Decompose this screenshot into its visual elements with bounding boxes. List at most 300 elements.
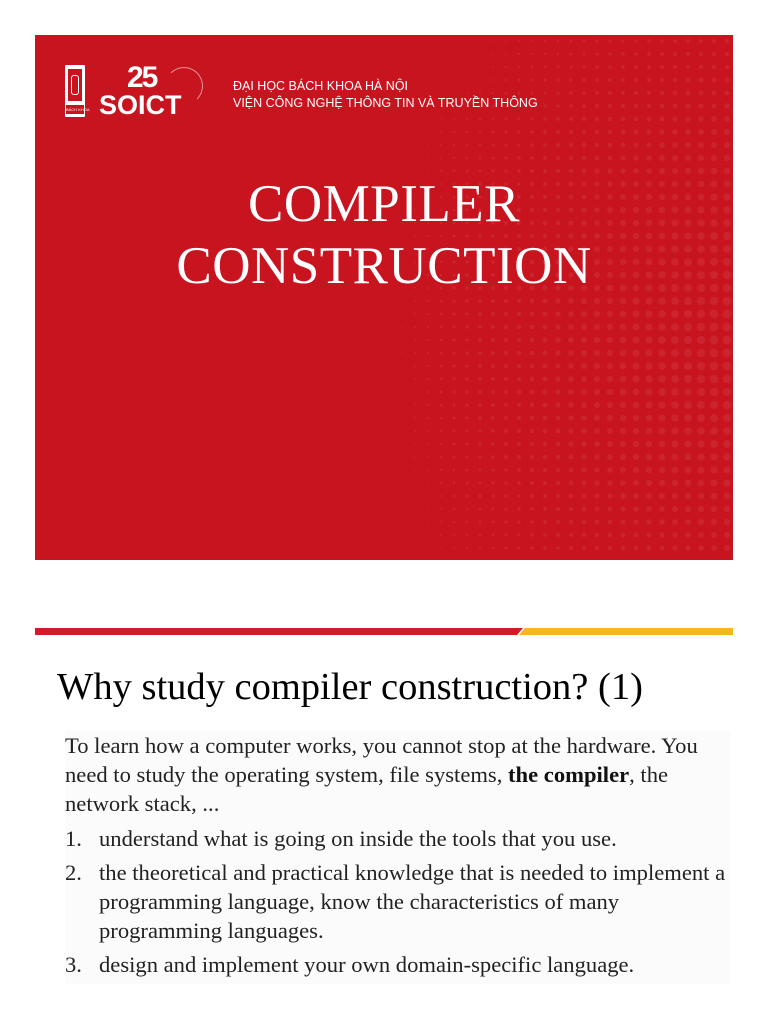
halftone-dot [672, 545, 677, 550]
halftone-dot [620, 480, 626, 486]
halftone-dot [686, 65, 690, 69]
halftone-dot [620, 324, 627, 331]
halftone-dot [452, 377, 455, 380]
halftone-dot [633, 155, 638, 160]
halftone-dot [466, 469, 469, 472]
halftone-dot [427, 521, 428, 522]
halftone-dot [594, 298, 600, 304]
halftone-dot [414, 508, 415, 509]
halftone-dot [544, 66, 547, 69]
halftone-dot [659, 506, 665, 512]
halftone-dot [479, 157, 482, 160]
halftone-dot [621, 52, 624, 55]
halftone-dot [505, 53, 507, 55]
halftone-dot [556, 520, 560, 524]
halftone-dot [684, 349, 692, 357]
halftone-dot [543, 429, 548, 434]
institute-name: VIỆN CÔNG NGHỆ THÔNG TIN VÀ TRUYỀN THÔNG [233, 96, 538, 110]
halftone-dot [621, 91, 625, 95]
halftone-dot [582, 130, 586, 134]
halftone-dot [685, 467, 692, 474]
halftone-dot [440, 131, 442, 133]
halftone-dot [530, 494, 534, 498]
halftone-dot [686, 52, 690, 56]
halftone-dot [697, 336, 705, 344]
list-item-number: 1. [65, 826, 82, 851]
halftone-dot [697, 427, 705, 435]
halftone-dot [517, 442, 521, 446]
halftone-dot [569, 91, 572, 94]
halftone-dot [581, 454, 586, 459]
halftone-dot [672, 467, 679, 474]
halftone-dot [530, 416, 535, 421]
halftone-dot [491, 325, 495, 329]
halftone-dot [555, 363, 560, 368]
halftone-dot [673, 78, 677, 82]
halftone-dot [697, 414, 705, 422]
intro-emphasis: the compiler [508, 762, 630, 787]
halftone-dot [401, 430, 402, 431]
halftone-dot [711, 519, 717, 525]
halftone-dot [582, 507, 587, 512]
halftone-dot [492, 534, 495, 537]
halftone-dot [517, 481, 521, 485]
halftone-dot [645, 297, 652, 304]
halftone-dot [465, 299, 468, 302]
halftone-dot [491, 416, 495, 420]
halftone-dot [660, 52, 664, 56]
halftone-dot [620, 337, 627, 344]
halftone-dot [671, 375, 679, 383]
halftone-dot [658, 297, 666, 305]
halftone-dot [556, 117, 560, 121]
halftone-dot [698, 519, 704, 525]
halftone-dot [491, 377, 495, 381]
halftone-dot [543, 156, 547, 160]
halftone-dot [542, 311, 547, 316]
halftone-dot [646, 402, 653, 409]
halftone-dot [582, 494, 587, 499]
halftone-dot [685, 519, 691, 525]
title-slide [35, 35, 733, 560]
halftone-dot [645, 323, 652, 330]
halftone-dot [595, 143, 600, 148]
halftone-dot [646, 467, 652, 473]
halftone-dot [530, 312, 535, 317]
halftone-dot [620, 428, 626, 434]
halftone-dot [671, 414, 678, 421]
halftone-dot [684, 427, 691, 434]
halftone-dot [710, 297, 719, 306]
reasons-list [65, 824, 730, 979]
halftone-dot [620, 363, 627, 370]
halftone-dot [452, 338, 455, 341]
halftone-dot [659, 519, 665, 525]
halftone-dot [504, 156, 507, 159]
halftone-dot [478, 377, 482, 381]
halftone-dot [724, 90, 729, 95]
halftone-dot [685, 506, 691, 512]
halftone-dot [711, 155, 717, 161]
halftone-dot [581, 441, 586, 446]
halftone-dot [710, 310, 719, 319]
halftone-dot [582, 156, 587, 161]
halftone-dot [517, 494, 521, 498]
intro-paragraph [65, 731, 730, 818]
halftone-dot [659, 441, 666, 448]
halftone-dot [620, 389, 627, 396]
halftone-dot [427, 430, 429, 432]
halftone-dot [530, 143, 534, 147]
halftone-dot [658, 401, 665, 408]
halftone-dot [491, 442, 495, 446]
halftone-dot [595, 156, 600, 161]
halftone-dot [427, 482, 429, 484]
halftone-dot [685, 155, 691, 161]
halftone-dot [427, 339, 429, 341]
halftone-dot [530, 442, 534, 446]
halftone-dot [595, 546, 599, 550]
halftone-dot [414, 365, 416, 367]
halftone-dot [723, 401, 731, 409]
halftone-dot [673, 52, 677, 56]
halftone-dot [570, 53, 573, 56]
halftone-dot [517, 338, 522, 343]
halftone-dot [697, 401, 705, 409]
halftone-dot [440, 417, 443, 420]
halftone-dot [504, 455, 508, 459]
halftone-dot [684, 401, 692, 409]
halftone-dot [453, 417, 456, 420]
halftone-dot [646, 519, 651, 524]
halftone-dot [684, 323, 692, 331]
halftone-dot [466, 521, 468, 523]
halftone-dot [595, 65, 598, 68]
halftone-dot [634, 39, 637, 42]
halftone-dot [543, 442, 548, 447]
halftone-dot [672, 480, 678, 486]
halftone-dot [659, 532, 664, 537]
halftone-dot [685, 116, 690, 121]
halftone-dot [414, 404, 416, 406]
halftone-dot [595, 520, 600, 525]
halftone-dot [414, 300, 416, 302]
halftone-dot [698, 116, 703, 121]
halftone-dot [543, 117, 546, 120]
halftone-dot [671, 297, 679, 305]
halftone-dot [517, 429, 521, 433]
halftone-dot [491, 455, 495, 459]
halftone-dot [594, 480, 599, 485]
halftone-dot [634, 117, 639, 122]
halftone-dot [671, 401, 678, 408]
halftone-dot [607, 480, 612, 485]
halftone-dot [479, 131, 482, 134]
halftone-dot [542, 337, 547, 342]
halftone-dot [672, 519, 678, 525]
halftone-dot [401, 391, 402, 392]
halftone-dot [724, 545, 730, 551]
intro-text-end: , the network stack, ... [65, 762, 669, 816]
halftone-dot [466, 53, 467, 54]
halftone-dot [724, 129, 730, 135]
halftone-dot [620, 350, 627, 357]
halftone-dot [569, 65, 572, 68]
list-item-number: 3. [65, 952, 82, 977]
halftone-dot [658, 349, 666, 357]
halftone-dot [504, 520, 507, 523]
halftone-dot [659, 493, 665, 499]
halftone-dot [568, 311, 574, 317]
halftone-dot [478, 312, 482, 316]
halftone-dot [465, 364, 468, 367]
halftone-dot [697, 453, 704, 460]
halftone-dot [401, 300, 402, 301]
halftone-dot [401, 404, 402, 405]
halftone-dot [724, 480, 731, 487]
halftone-dot [698, 480, 705, 487]
halftone-dot [658, 414, 665, 421]
halftone-dot [658, 375, 665, 382]
halftone-dot [478, 299, 482, 303]
halftone-dot [504, 143, 507, 146]
halftone-dot [440, 469, 442, 471]
halftone-dot [711, 545, 717, 551]
halftone-dot [427, 170, 429, 172]
halftone-dot [621, 78, 625, 82]
halftone-dot [517, 312, 522, 317]
halftone-dot [414, 417, 416, 419]
halftone-dot [594, 467, 599, 472]
halftone-dot [427, 547, 428, 548]
halftone-dot [517, 546, 520, 549]
halftone-dot [491, 351, 495, 355]
halftone-dot [646, 480, 652, 486]
halftone-dot [401, 443, 402, 444]
halftone-dot [440, 521, 442, 523]
halftone-dot [646, 441, 653, 448]
halftone-dot [542, 298, 547, 303]
halftone-dot [594, 454, 600, 460]
halftone-dot [504, 325, 508, 329]
list-item-text: understand what is going on inside the tools that you use. [99, 826, 617, 851]
halftone-dot [724, 103, 729, 108]
halftone-dot [723, 414, 731, 422]
halftone-dot [491, 468, 494, 471]
halftone-dot [595, 533, 599, 537]
halftone-dot [594, 415, 600, 421]
halftone-dot [621, 546, 626, 551]
halftone-dot [671, 323, 679, 331]
halftone-dot [530, 507, 534, 511]
halftone-dot [659, 428, 666, 435]
halftone-dot [699, 91, 704, 96]
halftone-dot [530, 377, 535, 382]
halftone-dot [633, 493, 639, 499]
halftone-dot [634, 78, 638, 82]
halftone-dot [414, 391, 416, 393]
halftone-dot [633, 142, 638, 147]
halftone-dot [479, 144, 482, 147]
halftone-dot [530, 364, 535, 369]
halftone-dot [608, 546, 612, 550]
halftone-dot [660, 39, 664, 43]
halftone-dot [710, 414, 718, 422]
halftone-dot [672, 493, 678, 499]
halftone-dot [556, 455, 561, 460]
halftone-dot [453, 482, 456, 485]
halftone-dot [478, 442, 481, 445]
halftone-dot [569, 481, 574, 486]
halftone-dot [581, 415, 587, 421]
halftone-dot [505, 40, 507, 42]
halftone-dot [581, 350, 587, 356]
halftone-dot [440, 534, 442, 536]
halftone-dot [530, 156, 534, 160]
halftone-dot [530, 403, 535, 408]
halftone-dot [466, 495, 469, 498]
halftone-dot [543, 416, 548, 421]
soict-wordmark: SOICT [99, 90, 182, 120]
halftone-dot [504, 429, 508, 433]
halftone-dot [594, 324, 600, 330]
halftone-dot [568, 363, 574, 369]
halftone-dot [414, 482, 415, 483]
halftone-dot [440, 313, 443, 316]
halftone-dot [543, 104, 546, 107]
halftone-dot [465, 403, 468, 406]
halftone-dot [582, 520, 586, 524]
halftone-dot [453, 443, 456, 446]
halftone-dot [634, 65, 638, 69]
halftone-dot [621, 130, 626, 135]
halftone-dot [659, 142, 665, 148]
halftone-dot [517, 520, 520, 523]
halftone-dot [632, 336, 639, 343]
halftone-dot [710, 440, 718, 448]
halftone-dot [569, 78, 572, 81]
halftone-dot [427, 365, 429, 367]
halftone-dot [414, 469, 415, 470]
halftone-dot [608, 52, 611, 55]
halftone-dot [427, 352, 429, 354]
halftone-dot [478, 416, 482, 420]
halftone-dot [504, 338, 508, 342]
halftone-dot [595, 117, 599, 121]
halftone-dot [711, 90, 716, 95]
halftone-dot [672, 506, 678, 512]
halftone-dot [633, 298, 640, 305]
halftone-dot [684, 375, 692, 383]
halftone-dot [633, 441, 639, 447]
halftone-dot [453, 131, 455, 133]
halftone-dot [633, 415, 640, 422]
halftone-dot [568, 324, 574, 330]
halftone-dot [530, 520, 534, 524]
halftone-dot [699, 52, 703, 56]
halftone-dot [646, 142, 651, 147]
halftone-dot [684, 297, 692, 305]
halftone-dot [620, 311, 627, 318]
halftone-dot [659, 480, 665, 486]
halftone-dot [710, 375, 718, 383]
halftone-dot [582, 91, 586, 95]
halftone-dot [723, 349, 732, 358]
halftone-dot [725, 78, 730, 83]
halftone-dot [658, 362, 666, 370]
halftone-dot [505, 131, 508, 134]
deck-title-line-2: CONSTRUCTION [176, 237, 592, 295]
halftone-dot [504, 377, 508, 381]
halftone-dot [647, 65, 651, 69]
halftone-dot [492, 547, 495, 550]
halftone-dot [594, 376, 600, 382]
halftone-dot [711, 506, 717, 512]
halftone-dot [607, 428, 613, 434]
halftone-dot [479, 53, 481, 55]
halftone-dot [440, 326, 443, 329]
halftone-dot [633, 454, 639, 460]
halftone-dot [505, 547, 508, 550]
halftone-dot [530, 481, 534, 485]
halftone-dot [620, 402, 627, 409]
halftone-dot [555, 337, 560, 342]
halftone-dot [659, 155, 665, 161]
halftone-dot [594, 402, 600, 408]
halftone-dot [555, 389, 560, 394]
organization-name [233, 78, 538, 112]
halftone-dot [557, 53, 560, 56]
halftone-dot [673, 91, 678, 96]
halftone-dot [518, 53, 520, 55]
halftone-dot [685, 545, 690, 550]
list-item-text: design and implement your own domain-specific language. [99, 952, 635, 977]
halftone-dot [723, 388, 732, 397]
halftone-dot [710, 336, 719, 345]
halftone-dot [607, 376, 613, 382]
halftone-dot [684, 336, 692, 344]
halftone-dot [608, 65, 612, 69]
halftone-dot [647, 546, 652, 551]
halftone-dot [620, 454, 626, 460]
halftone-dot [621, 143, 626, 148]
halftone-dot [427, 456, 429, 458]
halftone-dot [568, 298, 574, 304]
halftone-dot [555, 415, 560, 420]
halftone-dot [492, 53, 494, 55]
halftone-dot [582, 546, 586, 550]
halftone-dot [581, 311, 587, 317]
halftone-dot [621, 65, 625, 69]
halftone-dot [582, 117, 586, 121]
halftone-dot [531, 53, 533, 55]
halftone-dot [530, 455, 534, 459]
halftone-dot [723, 336, 732, 345]
halftone-dot [414, 170, 415, 171]
halftone-dot [671, 349, 679, 357]
halftone-dot [517, 299, 522, 304]
halftone-dot [492, 40, 494, 42]
halftone-dot [723, 323, 732, 332]
halftone-dot [672, 129, 677, 134]
halftone-dot [479, 495, 482, 498]
halftone-dot [453, 430, 456, 433]
halftone-dot [414, 378, 416, 380]
halftone-dot [620, 376, 627, 383]
halftone-dot [466, 157, 469, 160]
halftone-dot [595, 130, 599, 134]
halftone-dot [672, 532, 677, 537]
